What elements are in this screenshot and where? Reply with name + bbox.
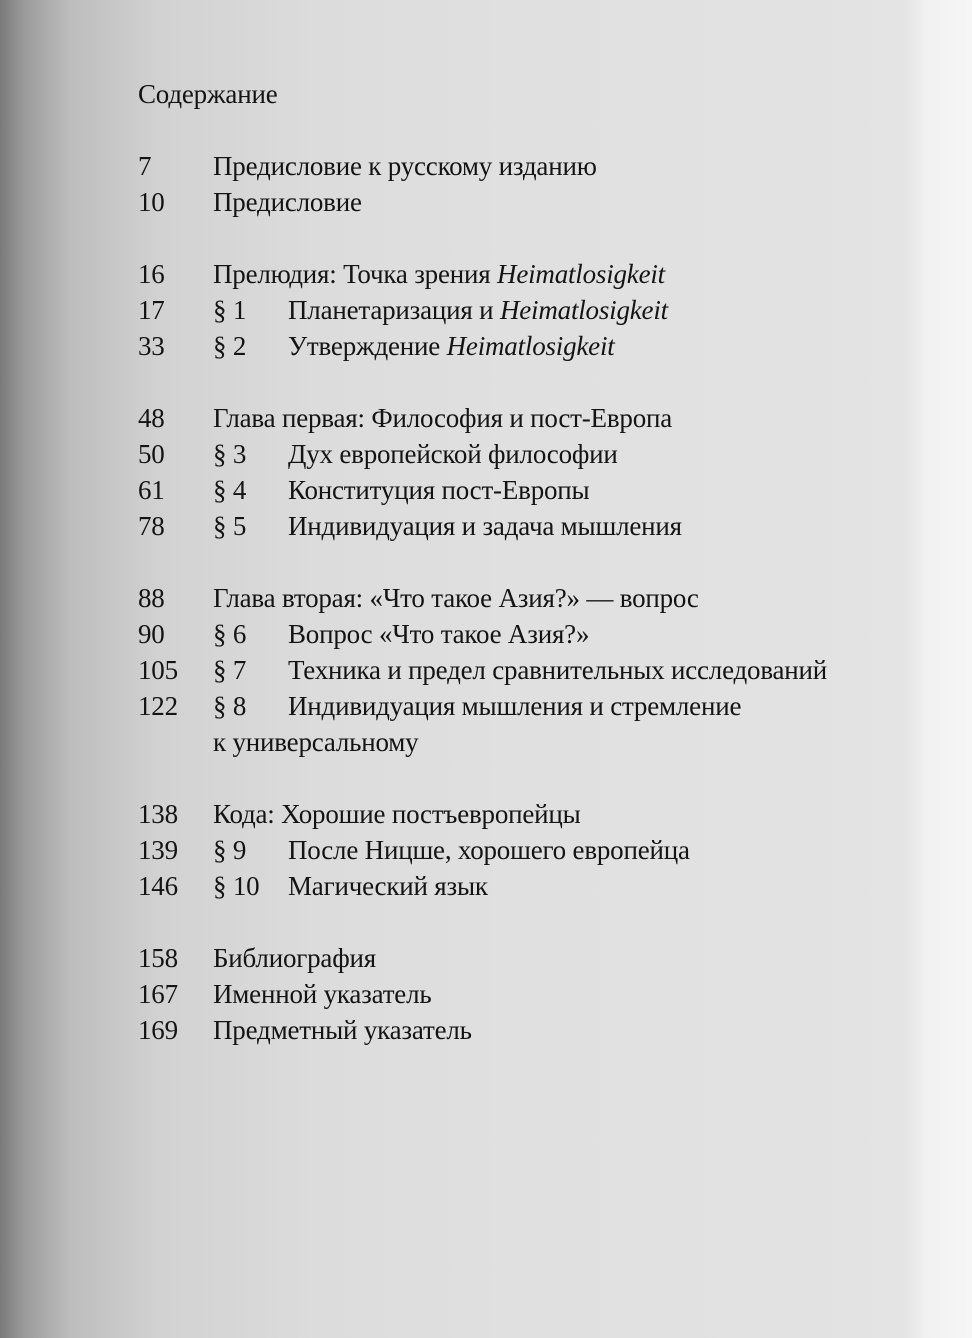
- page-number: 16: [138, 259, 165, 289]
- toc-entry: [0, 292, 972, 328]
- entry-title: Предисловие: [213, 187, 362, 217]
- page-number: 169: [138, 1015, 178, 1045]
- toc-entry-continuation: [0, 724, 972, 760]
- page-number: 146: [138, 871, 178, 901]
- page-number: 10: [138, 187, 165, 217]
- entry-title: Дух европейской философии: [288, 439, 618, 469]
- toc-entry: [0, 652, 972, 688]
- page-number: 61: [138, 475, 165, 505]
- entry-title: Вопрос «Что такое Азия?»: [288, 619, 590, 649]
- page-number: 88: [138, 583, 165, 613]
- section-number: § 8: [213, 691, 247, 721]
- entry-title: Предметный указатель: [213, 1015, 472, 1045]
- entry-title: Кода: Хорошие постъевропейцы: [213, 799, 581, 829]
- section-number: § 5: [213, 511, 247, 541]
- toc-entry: [0, 832, 972, 868]
- page-number: 78: [138, 511, 165, 541]
- toc-entry: [0, 976, 972, 1012]
- toc-entry: [0, 580, 972, 616]
- toc-entry: [0, 508, 972, 544]
- entry-title: Прелюдия: Точка зрения Heimatlosigkeit: [213, 259, 665, 289]
- entry-title: Предисловие к русскому изданию: [213, 151, 597, 181]
- toc-entry: [0, 796, 972, 832]
- entry-title: Конституция пост-Европы: [288, 475, 590, 505]
- entry-title: Индивидуация и задача мышления: [288, 511, 682, 541]
- toc-entry: [0, 688, 972, 724]
- toc-entry: [0, 940, 972, 976]
- entry-title: После Ницше, хорошего европейца: [288, 835, 690, 865]
- page-number: 105: [138, 655, 178, 685]
- page-number: 17: [138, 295, 165, 325]
- page-number: 50: [138, 439, 165, 469]
- section-number: § 2: [213, 331, 247, 361]
- section-number: § 3: [213, 439, 247, 469]
- toc-entry: [0, 868, 972, 904]
- entry-title-italic: Heimatlosigkeit: [499, 295, 668, 325]
- entry-title: Именной указатель: [213, 979, 432, 1009]
- entry-title: Планетаризация и Heimatlosigkeit: [288, 295, 668, 325]
- entry-title: Техника и предел сравнительных исследований: [288, 655, 828, 685]
- page-number: 138: [138, 799, 178, 829]
- section-number: § 7: [213, 655, 247, 685]
- toc-entry: [0, 256, 972, 292]
- page-number: 167: [138, 979, 178, 1009]
- section-number: § 9: [213, 835, 247, 865]
- toc-entry: [0, 184, 972, 220]
- toc-entry: [0, 436, 972, 472]
- page-number: 48: [138, 403, 165, 433]
- toc-entry: [0, 1012, 972, 1048]
- entry-title-italic: Heimatlosigkeit: [497, 259, 665, 289]
- entry-title: Библиография: [213, 943, 376, 973]
- entry-title-continuation: к универсальному: [213, 727, 419, 757]
- toc-entry: [0, 616, 972, 652]
- toc-entry: [0, 400, 972, 436]
- entry-title: Глава первая: Философия и пост-Европа: [213, 403, 673, 433]
- page-number: 7: [138, 151, 152, 181]
- page-number: 122: [138, 691, 178, 721]
- page-number: 158: [138, 943, 178, 973]
- toc-entry: [0, 148, 972, 184]
- page-number: 90: [138, 619, 165, 649]
- section-number: § 4: [213, 475, 247, 505]
- entry-title: Утверждение Heimatlosigkeit: [288, 331, 615, 361]
- page-title: Содержание: [138, 79, 278, 109]
- page-number: 139: [138, 835, 178, 865]
- section-number: § 6: [213, 619, 247, 649]
- entry-title: Магический язык: [288, 871, 488, 901]
- entry-title: Индивидуация мышления и стремление: [288, 691, 742, 721]
- section-number: § 10: [213, 871, 260, 901]
- toc-entry: [0, 472, 972, 508]
- section-number: § 1: [213, 295, 247, 325]
- entry-title: Глава вторая: «Что такое Азия?» — вопрос: [213, 583, 699, 613]
- entry-title-italic: Heimatlosigkeit: [446, 331, 615, 361]
- page-number: 33: [138, 331, 165, 361]
- toc-entry: [0, 328, 972, 364]
